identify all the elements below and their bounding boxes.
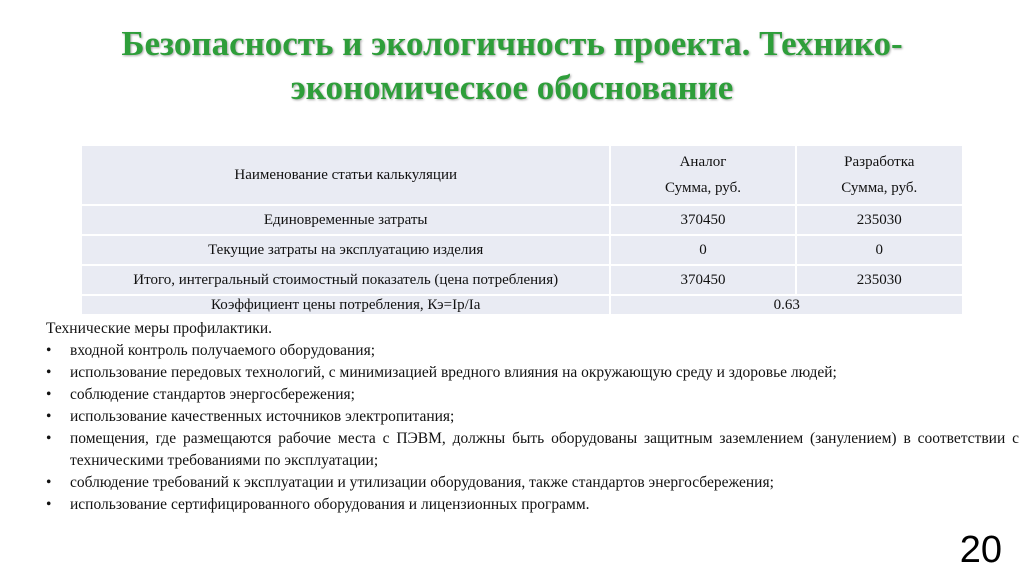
list-item <box>46 428 1019 472</box>
bullet-icon: • <box>46 430 52 447</box>
list-item-text: использование сертифицированного оборудования и лицензионных программ. <box>70 496 590 513</box>
header-analog-label: Аналог <box>679 154 727 170</box>
list-item <box>46 362 1019 384</box>
bullet-icon: • <box>46 496 52 513</box>
cost-table <box>80 144 964 316</box>
measures-heading: Технические меры профилактики. <box>46 320 272 337</box>
row-dev-value: 0 <box>796 235 963 265</box>
header-analog-unit: Сумма, руб. <box>665 180 741 196</box>
bullet-icon: • <box>46 364 52 381</box>
table-header-row <box>81 145 963 205</box>
slide-title: Безопасность и экологичность проекта. Технико-экономическое обоснование <box>121 24 903 107</box>
bullet-icon: • <box>46 474 52 491</box>
list-item-text: соблюдение стандартов энергосбережения; <box>70 386 355 403</box>
row-dev-value: 235030 <box>796 265 963 295</box>
header-item-name: Наименование статьи калькуляции <box>81 145 610 205</box>
page-number: 20 <box>959 529 1002 571</box>
list-item <box>46 406 1019 428</box>
list-item <box>46 384 1019 406</box>
header-analog <box>610 145 795 205</box>
bullet-icon: • <box>46 408 52 425</box>
table-row <box>81 205 963 235</box>
header-development <box>796 145 963 205</box>
prevention-measures <box>46 318 1019 516</box>
list-item-text: помещения, где размещаются рабочие места с ПЭВМ, должны быть оборудованы защитным заземлением (занулением) в соответствии с техническими требованиями по эксплуатации; <box>70 430 1019 469</box>
list-item-text: соблюдение требований к эксплуатации и утилизации оборудования, также стандартов энергосбережения; <box>70 474 774 491</box>
bullet-icon: • <box>46 342 52 359</box>
row-analog-value: 370450 <box>610 265 795 295</box>
table-row <box>81 235 963 265</box>
measures-list <box>46 340 1019 516</box>
header-development-label: Разработка <box>844 154 915 170</box>
list-item-text: входной контроль получаемого оборудования; <box>70 342 376 359</box>
row-name: Единовременные затраты <box>81 205 610 235</box>
list-item-text: использование передовых технологий, с минимизацией вредного влияния на окружающую среду и здоровье людей; <box>70 364 837 381</box>
coef-name: Коэффициент цены потребления, Кэ=Iр/Iа <box>81 295 610 315</box>
list-item <box>46 472 1019 494</box>
table-row <box>81 265 963 295</box>
header-development-unit: Сумма, руб. <box>841 180 918 196</box>
coef-value: 0.63 <box>610 295 963 315</box>
row-dev-value: 235030 <box>796 205 963 235</box>
table-row-coefficient <box>81 295 963 315</box>
bullet-icon: • <box>46 386 52 403</box>
list-item <box>46 494 1019 516</box>
row-analog-value: 370450 <box>610 205 795 235</box>
row-analog-value: 0 <box>610 235 795 265</box>
list-item-text: использование качественных источников электропитания; <box>70 408 455 425</box>
list-item <box>46 340 1019 362</box>
row-name: Итого, интегральный стоимостный показатель (цена потребления) <box>81 265 610 295</box>
row-name: Текущие затраты на эксплуатацию изделия <box>81 235 610 265</box>
